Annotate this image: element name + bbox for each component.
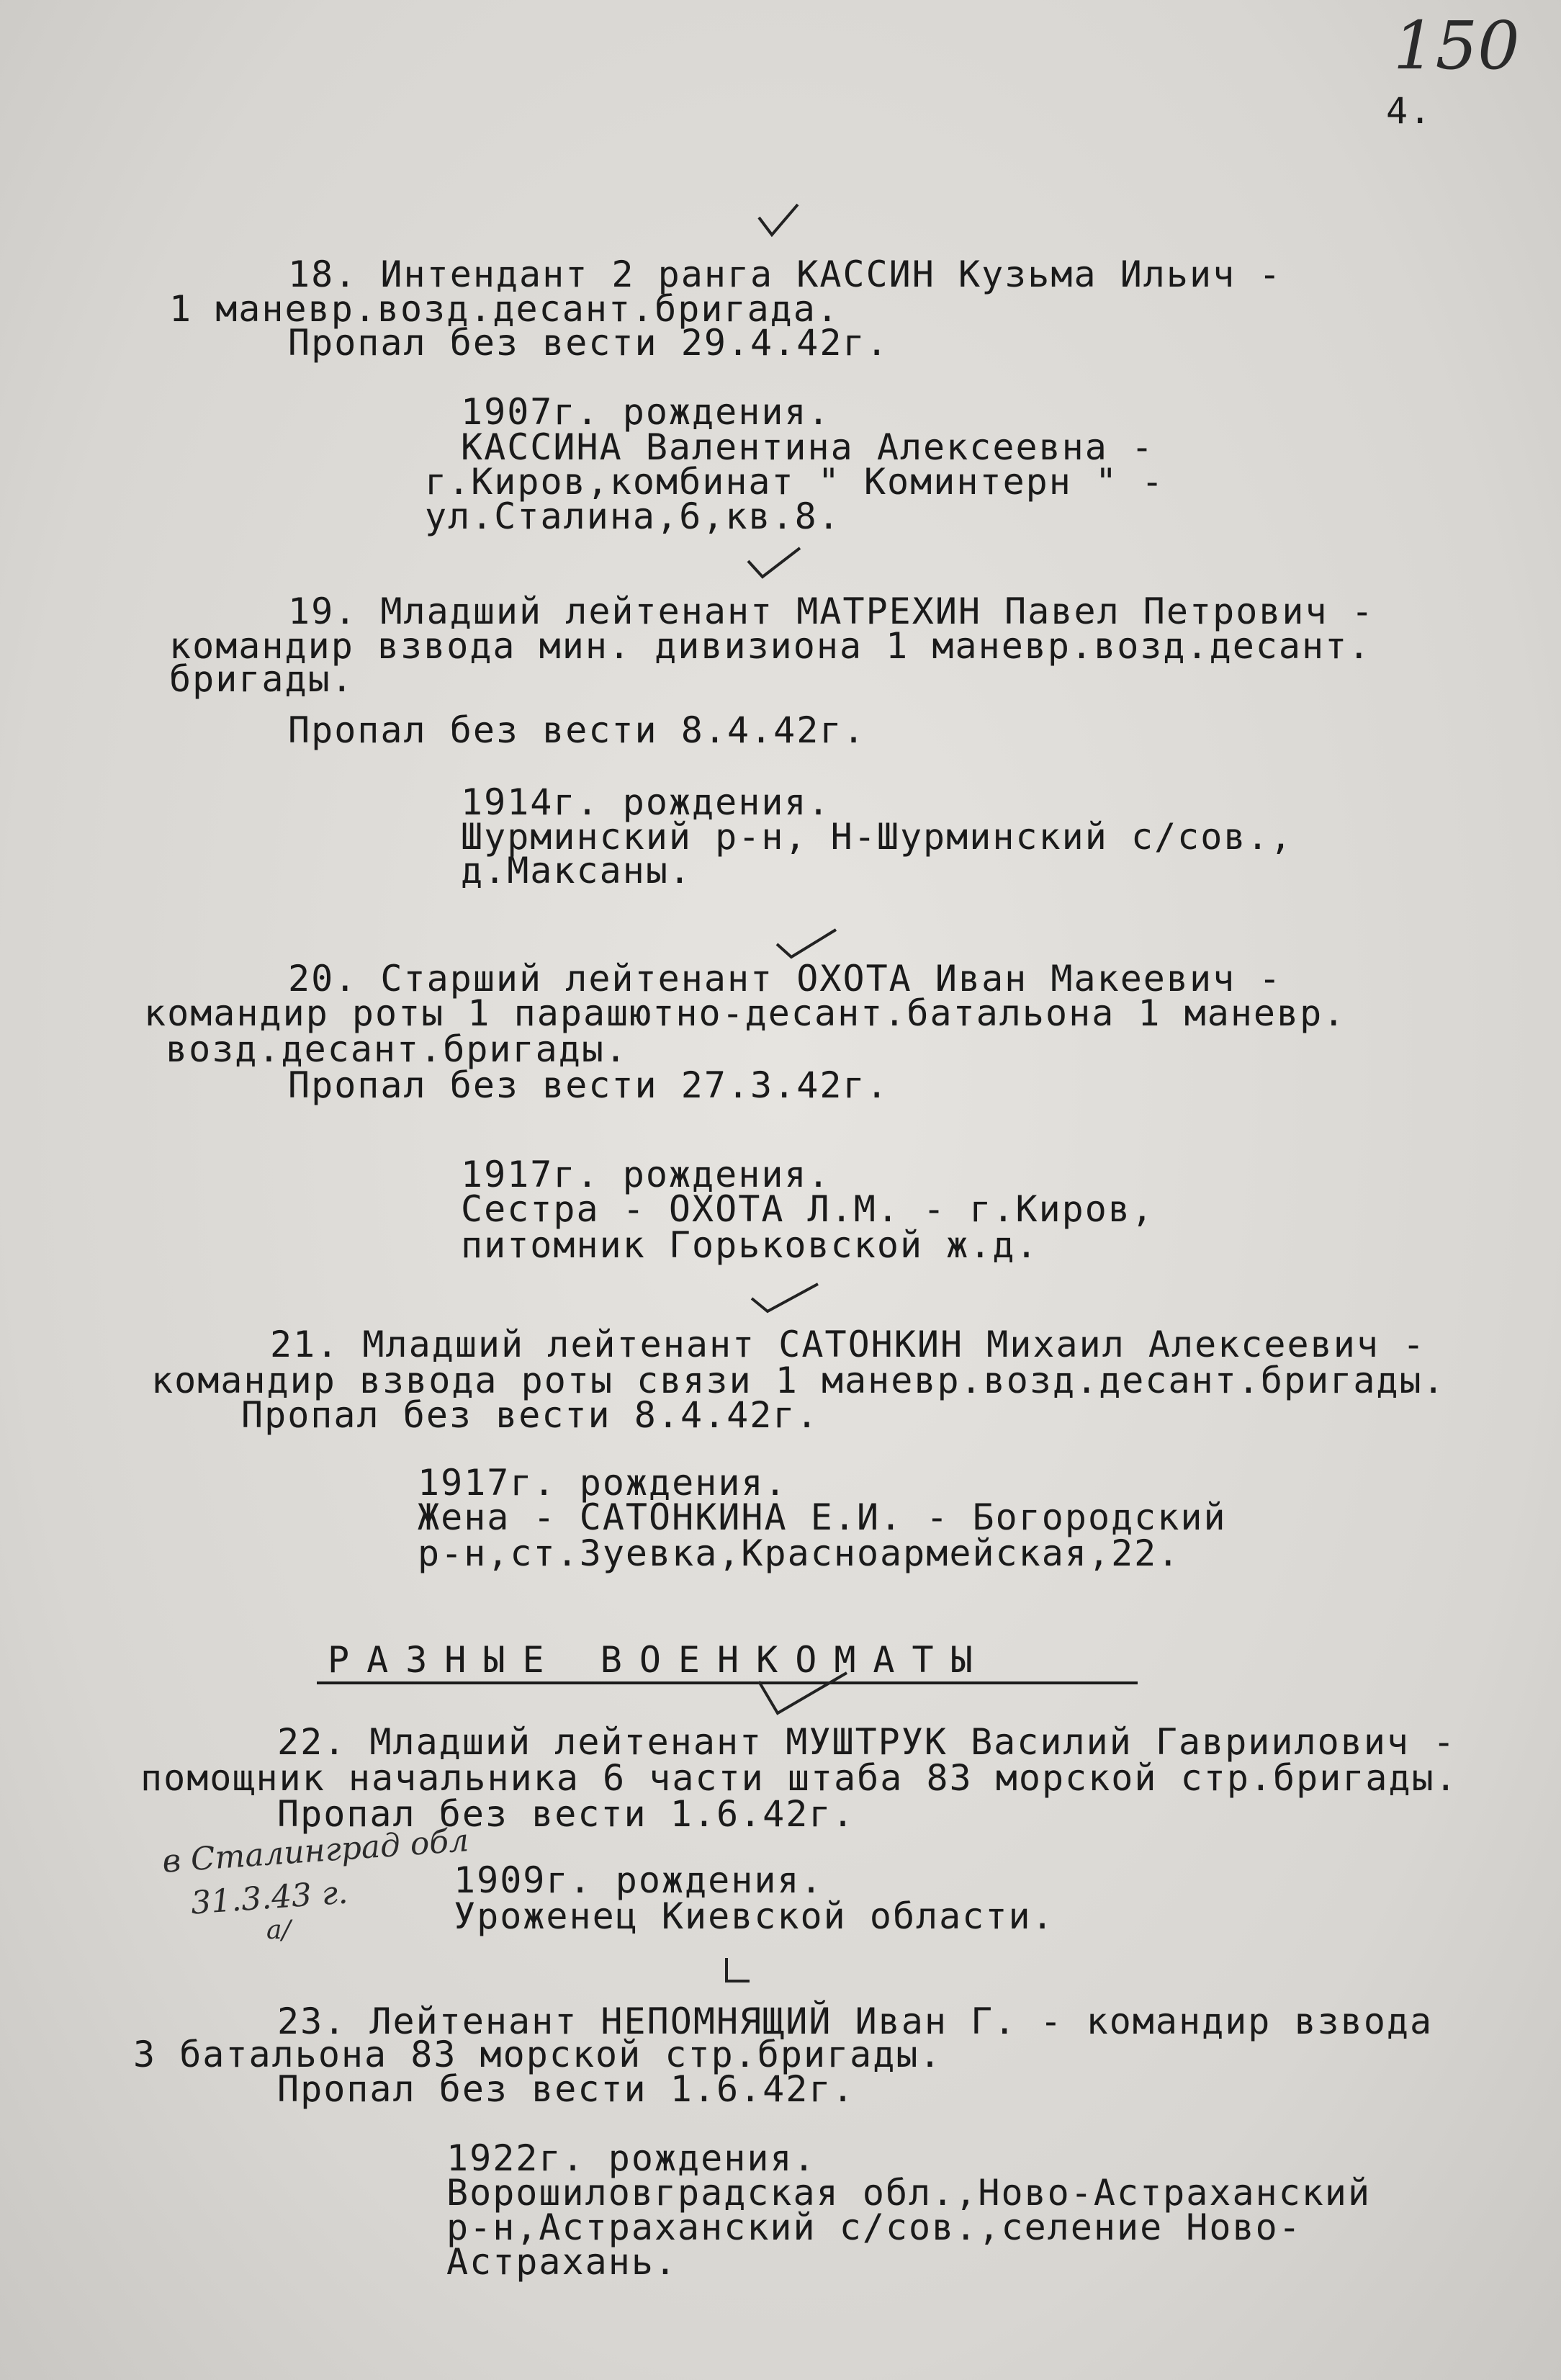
margin-note-3: а/ (266, 1916, 291, 1945)
entry-21-line-2: командир взвода роты связи 1 маневр.возд.десант.бригады. (151, 1360, 1446, 1401)
check-mark-icon (724, 1955, 752, 1984)
entry-22-detail-2: Уроженец Киевской области. (454, 1895, 1055, 1937)
section-heading: РАЗНЫЕ ВОЕНКОМАТЫ (328, 1639, 990, 1681)
check-mark-icon (745, 544, 803, 580)
page-number: 4. (1386, 90, 1433, 132)
entry-21-detail-3: р-н,ст.Зуевка,Красноармейская,22. (418, 1532, 1181, 1574)
entry-18-line-2: 1 маневр.возд.десант.бригада. (169, 288, 840, 330)
entry-18-detail-2: КАССИНА Валентина Алексеевна - (461, 426, 1155, 468)
check-mark-icon (756, 1667, 850, 1717)
entry-22-detail-1: 1909г. рождения. (454, 1859, 824, 1901)
entry-18-detail-3: г.Киров,комбинат " Коминтерн " - (425, 461, 1165, 503)
check-mark-icon (756, 202, 799, 238)
margin-note-2: 31.3.43 г. (189, 1874, 349, 1922)
entry-22-line-3: Пропал без вести 1.6.42г. (277, 1793, 855, 1835)
entry-21-line-3: Пропал без вести 8.4.42г. (241, 1394, 819, 1436)
entry-19-line-4: Пропал без вести 8.4.42г. (288, 709, 866, 751)
entry-18-detail-4: ул.Сталина,6,кв.8. (425, 495, 841, 537)
entry-23-detail-3: р-н,Астраханский с/сов.,селение Ново- (446, 2206, 1302, 2248)
entry-19-detail-1: 1914г. рождения. (461, 781, 831, 823)
check-mark-icon (774, 925, 839, 961)
entry-18-line-3: Пропал без вести 29.4.42г. (288, 322, 889, 364)
entry-20-line-1: 20. Старший лейтенант ОХОТА Иван Макеевич - (288, 958, 1282, 1000)
entry-22-line-2: помощник начальника 6 части штаба 83 морской стр.бригады. (140, 1757, 1458, 1799)
entry-19-line-3: бригады. (169, 658, 354, 700)
entry-23-detail-2: Ворошиловградская обл.,Ново-Астраханский (446, 2172, 1372, 2214)
entry-23-detail-1: 1922г. рождения. (446, 2137, 817, 2179)
entry-23-line-1: 23. Лейтенант НЕПОМНЯЩИЙ Иван Г. - командир взвода (277, 2000, 1434, 2042)
margin-note-1: в Сталинград обл (161, 1822, 470, 1880)
entry-18-detail-1: 1907г. рождения. (461, 391, 831, 433)
entry-21-detail-2: Жена - САТОНКИНА Е.И. - Богородский (418, 1496, 1227, 1538)
entry-20-line-3: возд.десант.бригады. (166, 1028, 629, 1070)
entry-22-line-1: 22. Младший лейтенант МУШТРУК Василий Гавриилович - (277, 1721, 1457, 1763)
entry-23-line-3: Пропал без вести 1.6.42г. (277, 2068, 855, 2110)
entry-20-line-2: командир роты 1 парашютно-десант.батальона 1 маневр. (144, 992, 1346, 1034)
entry-19-detail-2: Шурминский р-н, Н-Шурминский с/сов., (461, 816, 1293, 858)
entry-19-line-1: 19. Младший лейтенант МАТРЕХИН Павел Петрович - (288, 590, 1375, 632)
entry-20-detail-1: 1917г. рождения. (461, 1154, 831, 1195)
entry-23-line-2: 3 батальона 83 морской стр.бригады. (133, 2034, 943, 2075)
entry-21-line-1: 21. Младший лейтенант САТОНКИН Михаил Алексеевич - (270, 1324, 1426, 1365)
entry-20-detail-3: питомник Горьковской ж.д. (461, 1224, 1039, 1266)
entry-18-line-1: 18. Интендант 2 ранга КАССИН Кузьма Ильич - (288, 253, 1282, 295)
entry-20-line-4: Пропал без вести 27.3.42г. (288, 1064, 889, 1106)
entry-19-line-2: командир взвода мин. дивизиона 1 маневр.возд.десант. (169, 625, 1372, 667)
entry-23-detail-4: Астрахань. (446, 2241, 678, 2283)
entry-19-detail-3: д.Максаны. (461, 850, 693, 892)
heading-underline (317, 1681, 1138, 1684)
entry-20-detail-2: Сестра - ОХОТА Л.М. - г.Киров, (461, 1188, 1155, 1230)
folio-number: 150 (1393, 7, 1520, 84)
check-mark-icon (749, 1278, 821, 1314)
entry-21-detail-1: 1917г. рождения. (418, 1462, 788, 1504)
